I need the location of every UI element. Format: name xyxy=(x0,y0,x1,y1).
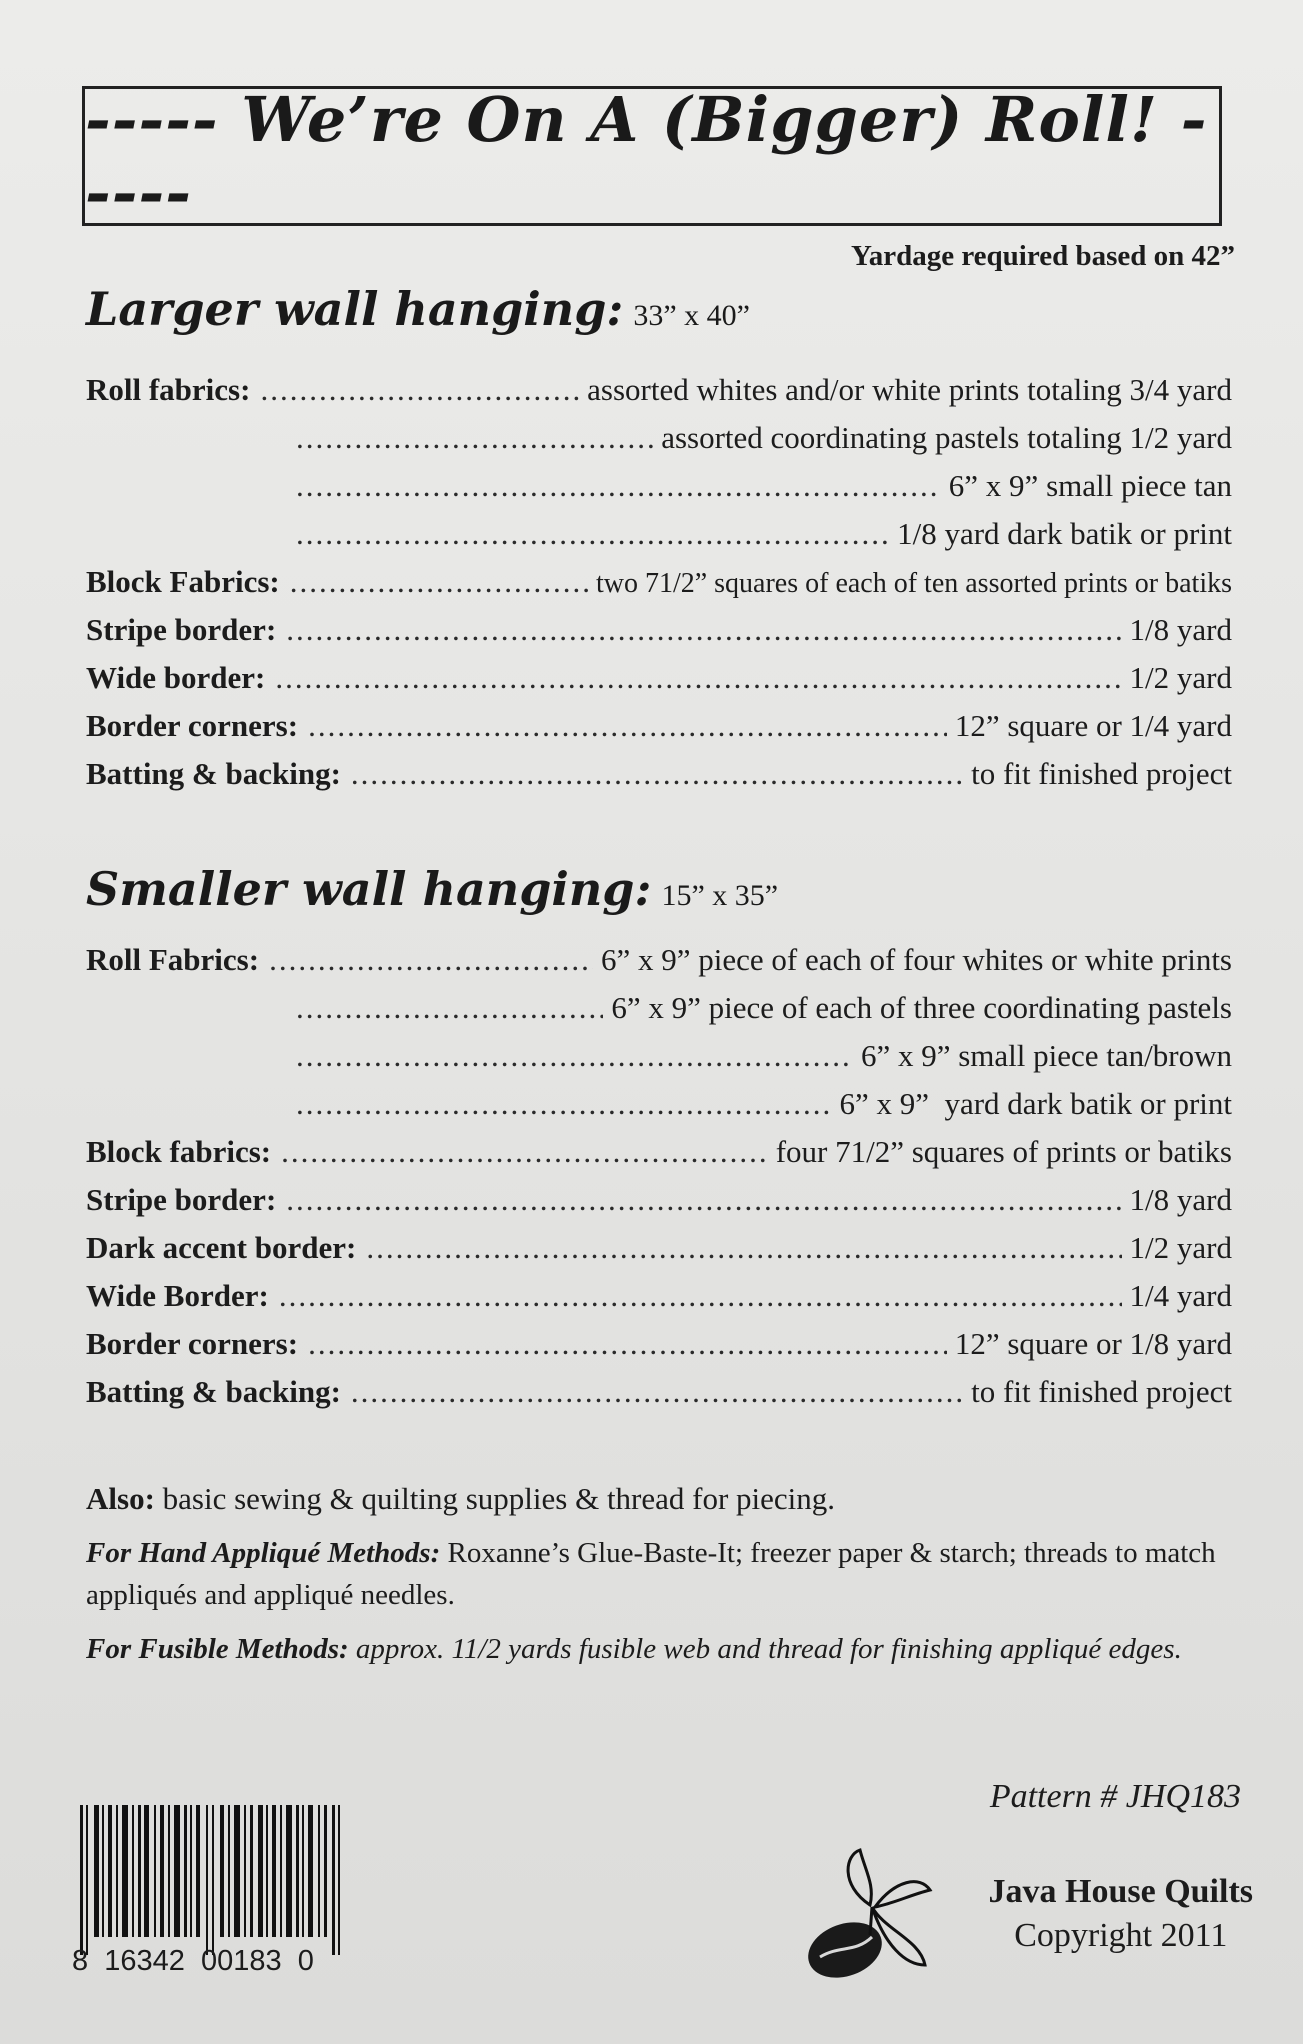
fusible-note: For Fusible Methods: approx. 11/2 yards fusible web and thread for finishing appliqué edges. xyxy=(86,1633,1182,1665)
larger-heading-text: Larger wall hanging: xyxy=(86,282,624,336)
list-item: ..... 6” x 9” small piece tan/brown xyxy=(86,1038,1232,1086)
coffee-bean-logo-icon xyxy=(800,1845,960,1995)
list-item: Stripe border: ..... 1/8 yard xyxy=(86,1182,1232,1230)
larger-materials-list xyxy=(86,372,1232,804)
larger-heading xyxy=(86,282,750,336)
pattern-number: Pattern # JHQ183 xyxy=(989,1778,1241,1815)
smaller-materials-list xyxy=(86,942,1232,1422)
list-item: ..... 6” x 9” yard dark batik or print xyxy=(86,1086,1232,1134)
yardage-note: Yardage required based on 42” xyxy=(850,240,1235,272)
list-item: ..... 1/8 yard dark batik or print xyxy=(86,516,1232,564)
list-item: Stripe border: ..... 1/8 yard xyxy=(86,612,1232,660)
list-item: Block fabrics: ..... four 71/2” squares of prints or batiks xyxy=(86,1134,1232,1182)
list-item: Dark accent border: ..... 1/2 yard xyxy=(86,1230,1232,1278)
list-item: Batting & backing: ..... to fit finished project xyxy=(86,756,1232,804)
list-item: Roll fabrics: ..... assorted whites and/or white prints totaling 3/4 yard xyxy=(86,372,1232,420)
smaller-heading-text: Smaller wall hanging: xyxy=(86,862,652,916)
title-box xyxy=(82,83,1222,229)
company-name: Java House Quilts xyxy=(988,1873,1253,1910)
barcode-number: 8 16342 00183 0 xyxy=(72,1945,314,1977)
hand-applique-note: For Hand Appliqué Methods: Roxanne’s Glue-Baste-It; freezer paper & starch; threads to match appliqués and appliqué needles. xyxy=(86,1537,1216,1611)
company-info xyxy=(989,1870,1253,1958)
list-item: Roll Fabrics: ..... 6” x 9” piece of each of four whites or white prints xyxy=(86,942,1232,990)
smaller-heading xyxy=(86,862,778,916)
list-item: ..... 6” x 9” piece of each of three coordinating pastels xyxy=(86,990,1232,1038)
notes-block xyxy=(86,1478,1276,1682)
list-item: Block Fabrics: ..... two 71/2” squares of each of ten assorted prints or batiks xyxy=(86,564,1232,612)
larger-dimensions: 33” x 40” xyxy=(633,299,750,332)
list-item: Batting & backing: ..... to fit finished project xyxy=(86,1374,1232,1422)
list-item: Border corners: ..... 12” square or 1/4 yard xyxy=(86,708,1232,756)
list-item: ..... 6” x 9” small piece tan xyxy=(86,468,1232,516)
list-item: Border corners: ..... 12” square or 1/8 yard xyxy=(86,1326,1232,1374)
also-note: Also: basic sewing & quilting supplies & thread for piecing. xyxy=(86,1481,836,1516)
list-item: Wide Border: ..... 1/4 yard xyxy=(86,1278,1232,1326)
smaller-dimensions: 15” x 35” xyxy=(661,879,779,912)
list-item: ..... assorted coordinating pastels totaling 1/2 yard xyxy=(86,420,1232,468)
list-item: Wide border: ..... 1/2 yard xyxy=(86,660,1232,708)
copyright: Copyright 2011 xyxy=(1014,1917,1228,1954)
page-title: ----- We’re On A (Bigger) Roll! ----- xyxy=(85,83,1208,229)
